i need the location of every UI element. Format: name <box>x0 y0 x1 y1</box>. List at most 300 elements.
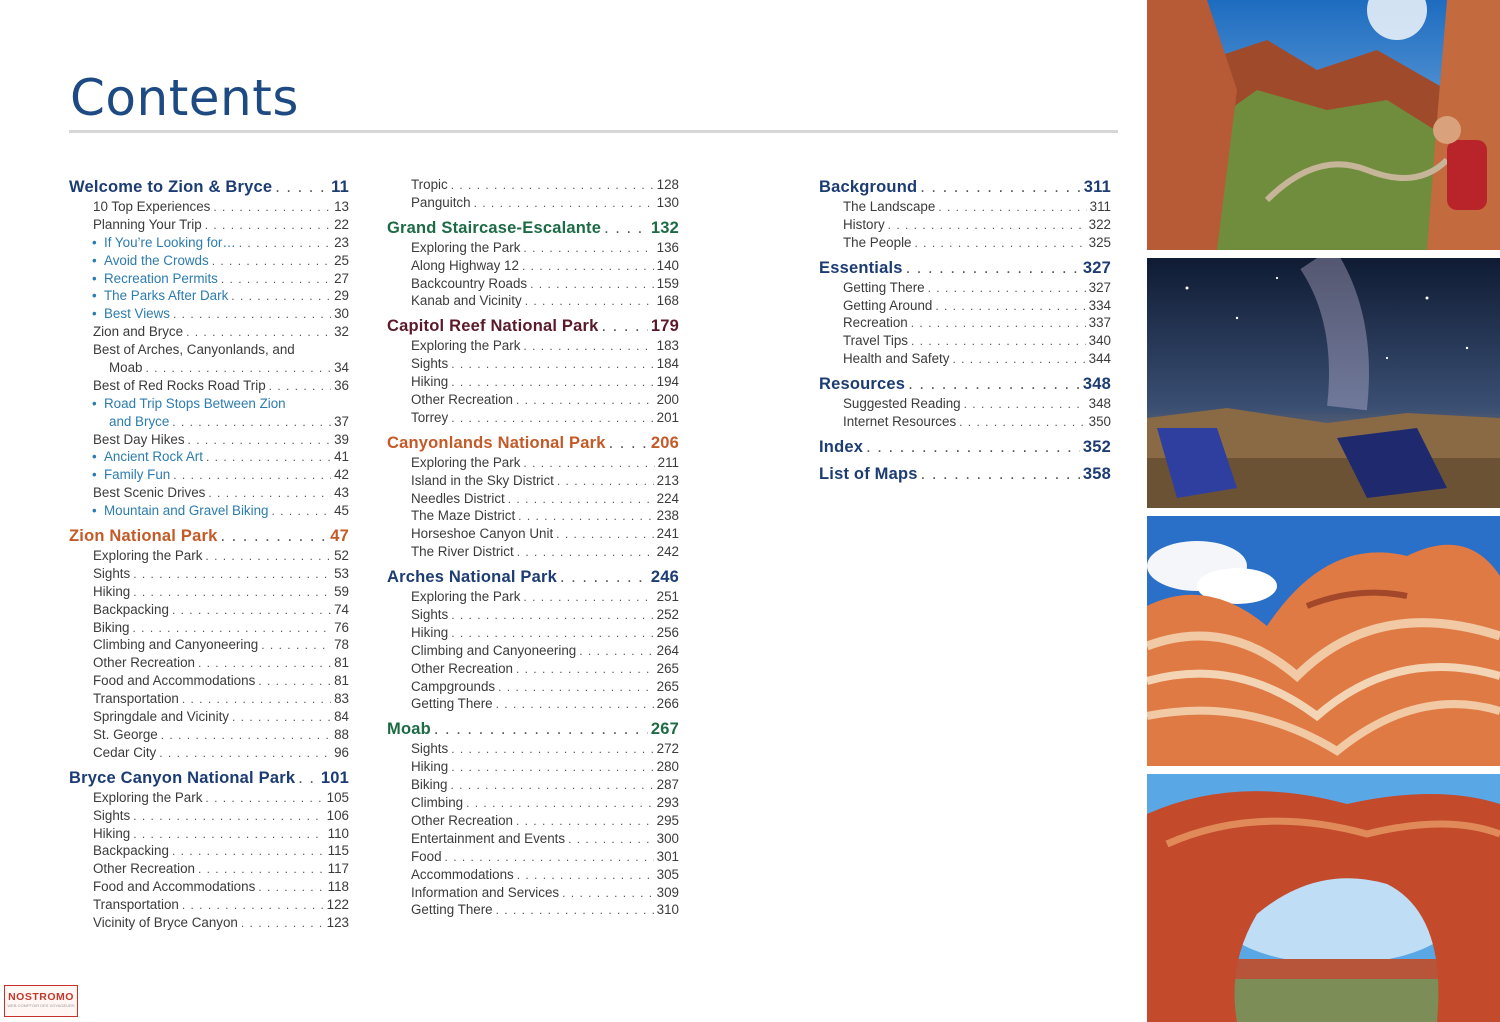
page-number: 37 <box>334 413 349 429</box>
entry-title: Springdale and Vicinity <box>93 709 229 725</box>
toc-entry[interactable] <box>69 690 349 708</box>
page-number: 34 <box>334 360 349 376</box>
entry-title-continued: Moab <box>109 360 143 376</box>
toc-entry[interactable] <box>69 878 349 896</box>
page-number: 264 <box>656 642 679 658</box>
leader-dots <box>269 378 331 396</box>
page-number: 132 <box>650 218 679 237</box>
leader-dots <box>523 455 654 473</box>
leader-dots <box>920 176 1081 198</box>
entry-title: Getting There <box>411 902 493 918</box>
toc-entry[interactable] <box>819 216 1111 234</box>
toc-subentry[interactable] <box>69 466 349 484</box>
entry-title: Biking <box>411 777 448 793</box>
section-heading[interactable] <box>69 176 349 198</box>
toc-entry[interactable] <box>387 776 679 794</box>
entry-title: Hiking <box>93 825 131 841</box>
entry-title: Travel Tips <box>843 333 908 349</box>
entry-title: Kanab and Vicinity <box>411 293 522 309</box>
page-number: 29 <box>334 288 349 304</box>
entry-title: Tropic <box>411 177 448 192</box>
entry-title: Panguitch <box>411 194 471 210</box>
toc-entry[interactable] <box>69 547 349 565</box>
toc-entry[interactable] <box>69 636 349 654</box>
toc-entry[interactable] <box>69 565 349 583</box>
page-number: 106 <box>326 807 349 823</box>
leader-dots <box>928 280 1086 298</box>
toc-entry[interactable] <box>387 660 679 678</box>
toc-entry[interactable] <box>387 884 679 902</box>
toc-entry[interactable] <box>69 860 349 878</box>
leader-dots <box>133 566 331 584</box>
page-number: 295 <box>656 812 679 828</box>
toc-entry[interactable] <box>387 624 679 642</box>
page-number: 22 <box>334 216 349 232</box>
entry-title: Getting There <box>843 279 925 295</box>
the-wave-sandstone-photo <box>1147 516 1500 766</box>
leader-dots <box>173 306 331 324</box>
entry-title: Sights <box>411 607 449 623</box>
leader-dots <box>182 897 324 915</box>
leader-dots <box>921 463 1080 485</box>
leader-dots <box>450 777 653 795</box>
toc-entry[interactable] <box>387 543 679 561</box>
toc-entry[interactable] <box>69 395 349 413</box>
toc-entry[interactable] <box>69 825 349 843</box>
stargazing-chairs-photo <box>1147 258 1500 508</box>
section-title: Moab <box>387 720 431 739</box>
section-title: Background <box>819 178 918 196</box>
leader-dots <box>516 661 654 679</box>
entry-title: Exploring the Park <box>411 338 521 354</box>
toc-entry[interactable] <box>819 350 1111 368</box>
entry-title-continued: and Bryce <box>109 413 170 429</box>
toc-subentry[interactable] <box>69 287 349 305</box>
leader-dots <box>568 831 654 849</box>
entry-title: Horseshoe Canyon Unit <box>411 526 554 542</box>
entry-title: Food and Accommodations <box>93 879 256 895</box>
toc-entry[interactable] <box>387 606 679 624</box>
section-heading[interactable] <box>387 432 679 454</box>
leader-dots <box>451 741 653 759</box>
page-number: 301 <box>656 848 679 864</box>
toc-subentry[interactable] <box>69 252 349 270</box>
leader-dots <box>133 584 331 602</box>
leader-dots <box>556 526 653 544</box>
page-number: 45 <box>334 503 349 519</box>
page-number: 76 <box>334 619 349 635</box>
leader-dots <box>908 373 1080 395</box>
section-heading[interactable] <box>69 525 349 547</box>
toc-entry[interactable] <box>69 708 349 726</box>
toc-entry[interactable] <box>387 176 679 194</box>
section-heading[interactable] <box>819 436 1111 458</box>
page-number: 265 <box>656 678 679 694</box>
page-title: Contents <box>70 69 299 127</box>
toc-entry[interactable] <box>69 583 349 601</box>
leader-dots <box>451 607 653 625</box>
toc-entry[interactable] <box>69 744 349 762</box>
toc-entry[interactable] <box>69 654 349 672</box>
watermark-tagline: WEB COMPTOIR DES VOYAGEURS <box>7 1003 75 1008</box>
toc-entry[interactable] <box>387 678 679 696</box>
watermark-name: NOSTROMO <box>8 991 74 1003</box>
page-number: 352 <box>1082 437 1111 456</box>
section-heading[interactable] <box>819 463 1111 485</box>
toc-entry[interactable] <box>387 588 679 606</box>
leader-dots <box>523 589 653 607</box>
toc-entry[interactable] <box>69 807 349 825</box>
toc-entry[interactable] <box>387 507 679 525</box>
leader-dots <box>518 508 653 526</box>
entry-title: • Recreation Permits <box>104 270 218 288</box>
toc-entry[interactable] <box>69 377 349 395</box>
leader-dots <box>232 709 331 727</box>
page-number: 183 <box>656 338 679 354</box>
toc-entry[interactable] <box>387 812 679 830</box>
entry-title: Other Recreation <box>411 812 513 828</box>
entry-title: Best Scenic Drives <box>93 485 206 501</box>
toc-entry[interactable] <box>387 740 679 758</box>
leader-dots <box>451 625 653 643</box>
toc-entry[interactable] <box>69 789 349 807</box>
leader-dots <box>298 767 318 789</box>
toc-entry[interactable] <box>819 279 1111 297</box>
page-number: 11 <box>331 178 349 196</box>
toc-entry[interactable] <box>387 758 679 776</box>
toc-entry[interactable] <box>69 619 349 637</box>
entry-title: Biking <box>93 619 130 635</box>
page-number: 140 <box>656 257 679 273</box>
entry-title: Torrey <box>411 409 449 425</box>
toc-entry[interactable] <box>387 355 679 373</box>
entry-title: Transportation <box>93 691 179 707</box>
toc-subentry[interactable] <box>69 305 349 323</box>
page-number: 27 <box>334 270 349 286</box>
page-number: 310 <box>656 902 679 918</box>
entry-title: • Ancient Rock Art <box>104 448 203 466</box>
toc-entry[interactable] <box>387 391 679 409</box>
section-title: List of Maps <box>819 464 918 483</box>
page-number: 280 <box>656 759 679 775</box>
toc-entry[interactable] <box>69 216 349 234</box>
toc-entry[interactable] <box>819 413 1111 431</box>
toc-entry[interactable] <box>387 695 679 713</box>
page-number: 238 <box>656 508 679 524</box>
page-number: 101 <box>320 768 349 787</box>
page-number: 159 <box>656 275 679 291</box>
toc-entry[interactable] <box>387 409 679 427</box>
leader-dots <box>133 826 324 844</box>
leader-dots <box>132 620 331 638</box>
toc-entry[interactable] <box>387 866 679 884</box>
toc-entry[interactable] <box>387 901 679 919</box>
entry-title: Best of Red Rocks Road Trip <box>93 377 266 393</box>
page-number: 47 <box>330 527 349 546</box>
toc-entry[interactable] <box>387 642 679 660</box>
leader-dots <box>888 217 1086 235</box>
page-number: 78 <box>334 637 349 653</box>
page-number: 32 <box>334 324 349 340</box>
entry-title: Information and Services <box>411 884 560 900</box>
page-number: 115 <box>327 843 349 859</box>
leader-dots <box>523 338 653 356</box>
entry-title: Island in the Sky District <box>411 472 554 488</box>
entry-title: Transportation <box>93 897 179 913</box>
leader-dots <box>239 235 331 253</box>
watermark-logo <box>4 985 78 1017</box>
leader-dots <box>205 217 331 235</box>
entry-title: • Avoid the Crowds <box>104 252 209 270</box>
toc-entry[interactable] <box>819 314 1111 332</box>
toc-entry[interactable] <box>69 601 349 619</box>
leader-dots <box>911 315 1086 333</box>
leader-dots <box>609 432 648 454</box>
page-number: 53 <box>334 565 349 581</box>
page-number: 136 <box>656 239 679 255</box>
leader-dots <box>935 298 1085 316</box>
toc-entry[interactable] <box>819 395 1111 413</box>
entry-title: History <box>843 216 885 232</box>
page-number: 309 <box>656 884 679 900</box>
entry-title: Suggested Reading <box>843 396 961 412</box>
entry-title: Sights <box>93 807 131 823</box>
entry-title: Hiking <box>411 624 449 640</box>
toc-entry[interactable] <box>819 234 1111 252</box>
entry-title: The Landscape <box>843 199 936 214</box>
leader-dots <box>517 867 654 885</box>
page-number: 84 <box>334 709 349 725</box>
page-number: 81 <box>334 673 349 689</box>
toc-entry[interactable] <box>69 672 349 690</box>
entry-title: Getting Around <box>843 297 933 313</box>
page-number: 322 <box>1088 216 1111 232</box>
leader-dots <box>525 293 654 311</box>
leader-dots <box>557 473 654 491</box>
leader-dots <box>198 655 331 673</box>
leader-dots <box>221 271 331 289</box>
toc-entry[interactable] <box>819 332 1111 350</box>
natural-arch-photo <box>1147 774 1500 1022</box>
entry-title: Food and Accommodations <box>93 673 256 689</box>
toc-entry-continued[interactable] <box>69 359 349 377</box>
toc-entry[interactable] <box>387 257 679 275</box>
leader-dots <box>451 356 653 374</box>
section-title: Index <box>819 437 864 456</box>
leader-dots <box>516 813 654 831</box>
section-heading[interactable] <box>387 315 679 337</box>
entry-title: Hiking <box>93 583 131 599</box>
toc-entry[interactable] <box>69 198 349 216</box>
leader-dots <box>261 637 331 655</box>
toc-entry[interactable] <box>387 830 679 848</box>
toc-entry[interactable] <box>387 525 679 543</box>
toc-entry[interactable] <box>387 275 679 293</box>
page-number: 272 <box>656 741 679 757</box>
page-number: 327 <box>1088 279 1111 295</box>
toc-entry[interactable] <box>69 726 349 744</box>
toc-entry-continued[interactable] <box>69 413 349 431</box>
section-title: Bryce Canyon National Park <box>69 768 296 787</box>
leader-dots <box>434 718 648 740</box>
page-number: 265 <box>656 660 679 676</box>
entry-title: Vicinity of Bryce Canyon <box>93 914 238 930</box>
page-number: 59 <box>334 583 349 599</box>
leader-dots <box>451 374 653 392</box>
page-number: 311 <box>1083 178 1111 196</box>
section-heading[interactable] <box>819 373 1111 395</box>
page-number: 52 <box>334 548 349 564</box>
toc-entry[interactable] <box>387 848 679 866</box>
leader-dots <box>466 795 654 813</box>
leader-dots <box>451 410 653 428</box>
toc-entry[interactable] <box>69 431 349 449</box>
leader-dots <box>172 602 331 620</box>
section-heading[interactable] <box>387 217 679 239</box>
leader-dots <box>516 392 654 410</box>
leader-dots <box>530 276 654 294</box>
page-number: 287 <box>656 777 679 793</box>
toc-entry[interactable] <box>69 484 349 502</box>
page-number: 305 <box>656 866 679 882</box>
page-number: 334 <box>1088 297 1111 313</box>
leader-dots <box>498 679 654 697</box>
leader-dots <box>451 177 654 195</box>
section-heading[interactable] <box>819 257 1111 279</box>
page-number: 42 <box>334 467 349 483</box>
toc-subentry[interactable] <box>69 448 349 466</box>
leader-dots <box>522 258 654 276</box>
entry-title: Exploring the Park <box>93 548 203 564</box>
entry-title: Along Highway 12 <box>411 257 519 273</box>
page-number: 117 <box>327 861 349 877</box>
entry-title: Food <box>411 848 442 864</box>
toc-entry[interactable] <box>387 292 679 310</box>
section-title: Resources <box>819 375 906 394</box>
section-title: Welcome to Zion & Bryce <box>69 178 273 196</box>
section-heading[interactable] <box>387 566 679 588</box>
section-title: Grand Staircase-Escalante <box>387 218 602 237</box>
page-number: 88 <box>334 726 349 742</box>
leader-dots <box>205 548 331 566</box>
entry-title: Other Recreation <box>411 660 513 676</box>
section-title: Arches National Park <box>387 568 557 587</box>
leader-dots <box>231 288 331 306</box>
toc-entry[interactable] <box>387 472 679 490</box>
leader-dots <box>220 525 327 547</box>
page-number: 83 <box>334 691 349 707</box>
entry-title: Climbing and Canyoneering <box>93 637 259 653</box>
toc-subentry[interactable] <box>69 270 349 288</box>
toc-entry[interactable] <box>387 337 679 355</box>
leader-dots <box>517 544 654 562</box>
toc-entry[interactable] <box>69 842 349 860</box>
hiker-canyon-overlook-photo <box>1147 0 1500 250</box>
leader-dots <box>213 199 331 217</box>
toc-entry[interactable] <box>819 198 1111 216</box>
entry-title: • The Parks After Dark <box>104 287 228 305</box>
leader-dots <box>241 915 324 933</box>
toc-entry[interactable] <box>69 914 349 932</box>
entry-title: Backcountry Roads <box>411 275 528 291</box>
toc-entry[interactable] <box>387 194 679 212</box>
entry-title: • Best Views <box>104 305 170 323</box>
page-number: 184 <box>656 356 679 372</box>
leader-dots <box>562 885 654 903</box>
toc-entry[interactable] <box>69 896 349 914</box>
section-heading[interactable] <box>69 767 349 789</box>
toc-entry[interactable] <box>69 323 349 341</box>
toc-entry[interactable] <box>69 341 349 359</box>
leader-dots <box>205 790 323 808</box>
page-number: 200 <box>656 392 679 408</box>
section-title: Essentials <box>819 258 903 277</box>
page-number: 242 <box>656 544 679 560</box>
leader-dots <box>938 199 1086 217</box>
page-number: 293 <box>656 795 679 811</box>
toc-entry[interactable] <box>387 454 679 472</box>
leader-dots <box>474 195 654 213</box>
page-number: 168 <box>656 293 679 309</box>
page-number: 251 <box>656 589 679 605</box>
page-number: 358 <box>1082 464 1111 483</box>
toc-subentry[interactable] <box>69 234 349 252</box>
page-number: 123 <box>326 914 349 930</box>
leader-dots <box>161 727 331 745</box>
toc-entry[interactable] <box>387 373 679 391</box>
entry-title: 10 Top Experiences <box>93 199 211 214</box>
page-number: 105 <box>326 789 349 805</box>
entry-title: Other Recreation <box>93 861 195 877</box>
entry-title: Accommodations <box>411 866 514 882</box>
page-number: 41 <box>334 449 349 465</box>
entry-title: Sights <box>411 741 449 757</box>
page-number: 43 <box>334 485 349 501</box>
leader-dots <box>959 414 1086 432</box>
leader-dots <box>866 436 1080 458</box>
leader-dots <box>445 849 654 867</box>
entry-title: Hiking <box>411 374 449 390</box>
entry-title: • If You’re Looking for… <box>104 234 236 252</box>
entry-title: Sights <box>411 356 449 372</box>
leader-dots <box>523 240 653 258</box>
toc-entry[interactable] <box>387 794 679 812</box>
entry-title: Climbing and Canyoneering <box>411 642 577 658</box>
page-number: 13 <box>334 199 349 214</box>
entry-title: Zion and Bryce <box>93 324 184 340</box>
leader-dots <box>172 843 325 861</box>
leader-dots <box>579 643 653 661</box>
toc-column-2 <box>387 176 679 919</box>
toc-subentry[interactable] <box>69 502 349 520</box>
entry-title: The Maze District <box>411 508 516 524</box>
section-title: Zion National Park <box>69 527 218 546</box>
page-number: 30 <box>334 306 349 322</box>
toc-entry[interactable] <box>387 490 679 508</box>
section-heading[interactable] <box>387 718 679 740</box>
page-number: 340 <box>1088 333 1111 349</box>
section-title: Capitol Reef National Park <box>387 317 599 336</box>
leader-dots <box>159 745 331 763</box>
leader-dots <box>560 566 648 588</box>
toc-column-3 <box>819 176 1111 485</box>
page-number: 74 <box>334 601 349 617</box>
toc-entry[interactable] <box>387 239 679 257</box>
section-heading[interactable] <box>819 176 1111 198</box>
leader-dots <box>604 217 648 239</box>
toc-entry[interactable] <box>819 297 1111 315</box>
page-number: 266 <box>656 696 679 712</box>
